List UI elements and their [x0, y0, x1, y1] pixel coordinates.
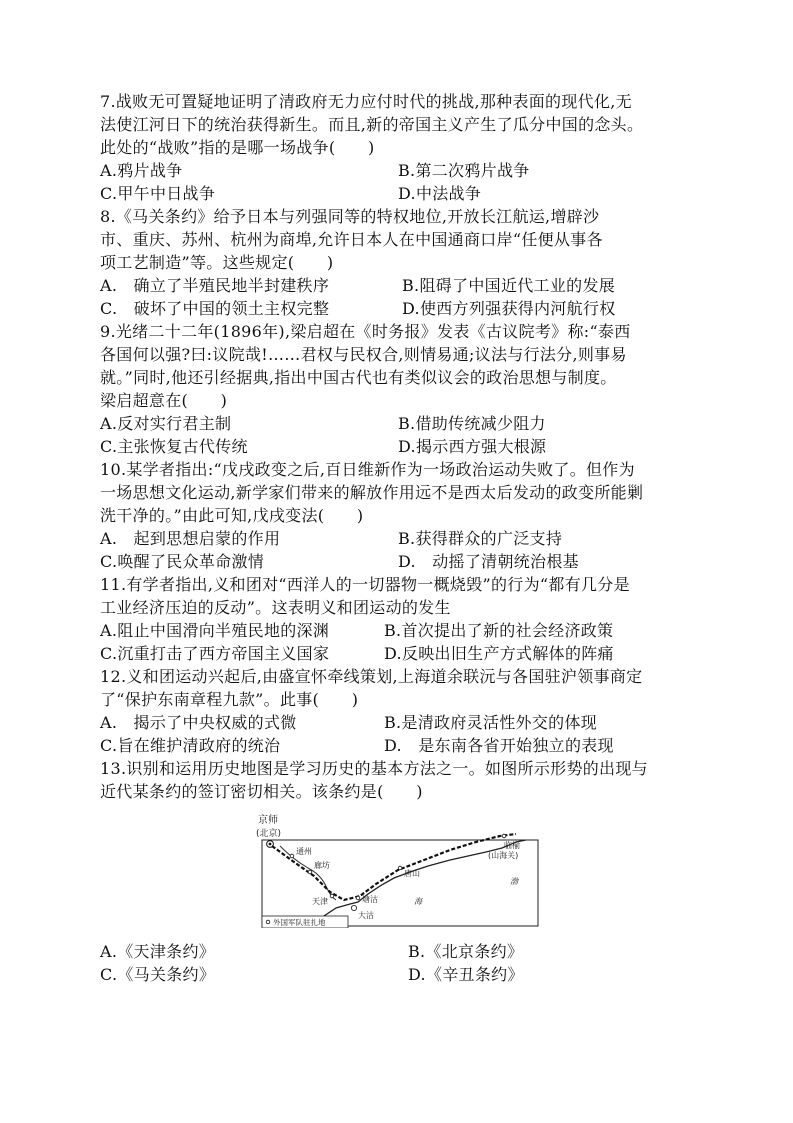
q11-stem-line-1: 11.有学者指出,义和团对“西洋人的一切器物一概烧毁”的行为“都有几分是 — [100, 575, 630, 594]
q10-stem-line-3: 洗干净的。”由此可知,戊戌变法( ) — [100, 506, 364, 525]
legend-marker-icon — [266, 920, 270, 924]
garrison-marker-tianjin — [330, 894, 334, 898]
q7-stem-line-3: 此处的“战败”指的是哪一场战争( ) — [100, 138, 375, 157]
garrison-marker-langfang — [308, 870, 312, 874]
garrison-marker-tangshan — [398, 866, 402, 870]
map-label-tongzhou: 通州 — [296, 847, 312, 856]
q8-option-b: B.阻碍了中国近代工业的发展 — [402, 276, 616, 295]
q10-stem-line-2: 一场思想文化运动,新学家们带来的解放作用远不是西太后发动的政变所能剿 — [100, 483, 644, 502]
q8-stem-line-1: 8.《马关条约》给予日本与列强同等的特权地位,开放长江航运,增辟沙 — [100, 207, 600, 226]
map-label-tanggu: 塘沽 — [362, 895, 378, 904]
map-legend-text: 外国军队驻扎地 — [273, 918, 326, 927]
q10-option-b: B.获得群众的广泛支持 — [398, 529, 563, 548]
q13-option-b: B.《北京条约》 — [408, 942, 524, 961]
q7-option-b: B.第二次鸦片战争 — [398, 161, 530, 180]
map-label-langfang: 廊坊 — [314, 861, 330, 870]
q9-stem-line-2: 各国何以强?曰:议院哉!……君权与民权合,则情易通;议法与行法分,则事易 — [100, 345, 627, 364]
q12-option-c: C.旨在维护清政府的统治 — [100, 736, 281, 755]
q13-option-c: C.《马关条约》 — [100, 965, 216, 984]
q13-option-d: D.《辛丑条约》 — [408, 965, 524, 984]
q7-option-c: C.甲午中日战争 — [100, 184, 216, 203]
q12-option-d: D. 是东南各省开始独立的表现 — [384, 736, 614, 755]
map-label-bo: 渤 — [510, 877, 518, 886]
q13-stem-line-1: 13.识别和运用历史地图是学习历史的基本方法之一。如图所示形势的出现与 — [100, 759, 648, 778]
map-label-tianjin: 天津 — [312, 897, 328, 906]
map-label-tangshan: 唐山 — [404, 869, 420, 878]
map-label-jingshi: 京师 — [258, 815, 278, 826]
q12-stem-line-1: 12.义和团运动兴起后,由盛宣怀牵线策划,上海道余联沅与各国驻沪领事商定 — [100, 667, 643, 686]
q8-option-d: D.使西方列强获得内河航行权 — [402, 299, 616, 318]
q9-option-d: D.揭示西方强大根源 — [398, 437, 547, 456]
q10-stem-line-1: 10.某学者指出:“戊戌政变之后,百日维新作为一场政治运动失败了。但作为 — [100, 460, 635, 479]
q11-option-b: B.首次提出了新的社会经济政策 — [384, 621, 614, 640]
q11-option-a: A.阻止中国滑向半殖民地的深渊 — [100, 621, 330, 640]
q9-stem-line-3: 就。”同时,他还引经据典,指出中国古代也有类似议会的政治思想与制度。 — [100, 368, 617, 387]
q12-stem-line-2: 了“保护东南章程九款”。此事( ) — [100, 690, 359, 709]
q11-stem-line-2: 工业经济压迫的反动”。这表明义和团运动的发生 — [100, 598, 451, 617]
map-label-beijing: (北京) — [256, 829, 282, 839]
garrison-marker-tanggu — [356, 896, 360, 900]
q7-stem-line-1: 7.战败无可置疑地证明了清政府无力应付时代的挑战,那种表面的现代化,无 — [100, 92, 632, 111]
q9-stem-line-4: 梁启超意在( ) — [100, 391, 228, 410]
q10-option-a: A. 起到思想启蒙的作用 — [100, 529, 281, 548]
q7-stem-line-2: 法使江河日下的统治获得新生。而且,新的帝国主义产生了瓜分中国的念头。 — [100, 115, 644, 134]
q7-option-d: D.中法战争 — [398, 184, 482, 203]
garrison-marker-linyu — [502, 834, 506, 838]
q9-stem-line-1: 9.光绪二十二年(1896年),梁启超在《时务报》发表《古议院考》称:“泰西 — [100, 322, 631, 341]
q12-option-b: B.是清政府灵活性外交的体现 — [384, 713, 598, 732]
q10-option-c: C.唤醒了民众革命激情 — [100, 552, 265, 571]
q11-option-c: C.沉重打击了西方帝国主义国家 — [100, 644, 330, 663]
q11-option-d: D.反映出旧生产方式解体的阵痛 — [384, 644, 614, 663]
q13-option-a: A.《天津条约》 — [100, 942, 216, 961]
garrison-marker-tongzhou — [290, 854, 294, 858]
q13-stem-line-2: 近代某条约的签订密切相关。该条约是( ) — [100, 782, 423, 801]
q8-option-c: C. 破坏了中国的领土主权完整 — [100, 299, 330, 318]
q10-option-d: D. 动摇了清朝统治根基 — [398, 552, 579, 571]
q9-option-c: C.主张恢复古代传统 — [100, 437, 248, 456]
railway-line — [272, 834, 519, 900]
map-label-linyu: 临榆 — [504, 841, 520, 850]
q9-option-b: B.借助传统减少阻力 — [398, 414, 546, 433]
capital-marker-dot — [269, 843, 272, 846]
q8-option-a: A. 确立了半殖民地半封建秩序 — [100, 276, 330, 295]
map-label-dagu: 大沽 — [358, 911, 374, 920]
map-label-hai: 海 — [414, 897, 422, 906]
map-label-shanhaiguan: (山海关) — [488, 851, 519, 860]
q9-option-a: A.反对实行君主制 — [100, 414, 232, 433]
q7-option-a: A.鸦片战争 — [100, 161, 183, 180]
q8-stem-line-2: 市、重庆、苏州、杭州为商埠,允许日本人在中国通商口岸“任便从事各 — [100, 230, 603, 249]
q8-stem-line-3: 项工艺制造”等。这些规定( ) — [100, 253, 334, 272]
fort-marker-dagu — [351, 905, 356, 910]
q12-option-a: A. 揭示了中央权威的式微 — [100, 713, 297, 732]
historical-map — [254, 812, 550, 928]
